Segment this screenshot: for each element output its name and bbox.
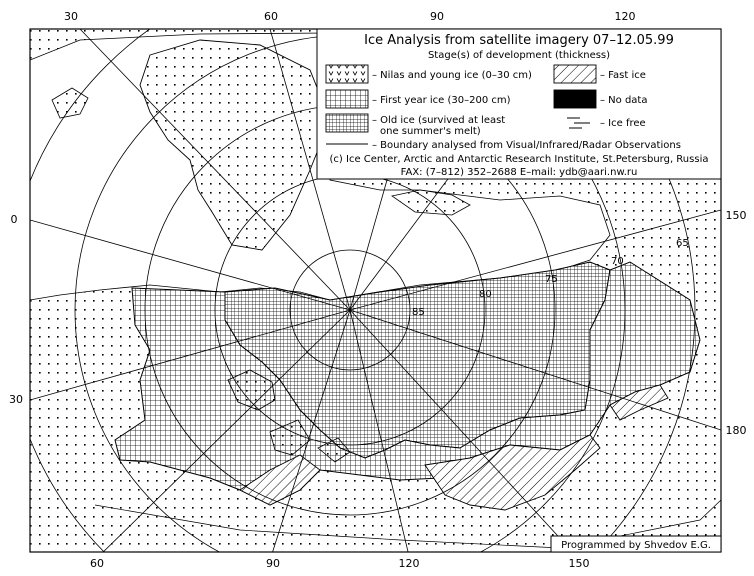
tick-right: 150 xyxy=(725,209,747,222)
tick-bottom: 60 xyxy=(90,557,104,570)
legend-ice-free: – Ice free xyxy=(600,118,646,129)
tick-top: 60 xyxy=(264,10,278,23)
ticks-right xyxy=(726,209,747,437)
legend-subtitle: Stage(s) of development (thickness) xyxy=(427,50,611,61)
legend-no-data: – No data xyxy=(600,95,648,106)
tick-bottom: 90 xyxy=(266,557,280,570)
latitude-label: 80 xyxy=(479,289,492,300)
fast-ice-swatch xyxy=(554,65,596,83)
legend-nilas: – Nilas and young ice (0–30 cm) xyxy=(372,70,532,81)
latitude-label: 85 xyxy=(412,307,425,318)
ticks-bottom xyxy=(90,557,590,570)
legend-boundary: – Boundary analysed from Visual/Infrared/Radar Observations xyxy=(372,140,681,151)
tick-bottom: 120 xyxy=(398,557,420,570)
legend-credit: (c) Ice Center, Arctic and Antarctic Research Institute, St.Petersburg, Russia xyxy=(329,154,709,165)
old-ice-swatch xyxy=(326,114,368,132)
legend-old-1: – Old ice (survived at least xyxy=(372,115,506,126)
legend-title: Ice Analysis from satellite imagery 07–12.05.99 xyxy=(364,33,674,48)
tick-bottom: 150 xyxy=(568,557,590,570)
no-data-swatch xyxy=(554,90,596,108)
tick-top: 30 xyxy=(64,10,78,23)
programmer-credit: Programmed by Shvedov E.G. xyxy=(561,540,711,551)
ticks-top xyxy=(64,10,636,23)
legend-first-year: – First year ice (30–200 cm) xyxy=(372,95,511,106)
nilas-swatch xyxy=(326,65,368,83)
legend-old-2: one summer's melt) xyxy=(380,126,481,137)
latitude-label: 75 xyxy=(545,274,558,285)
latitude-label: 70 xyxy=(611,256,624,267)
tick-right: 180 xyxy=(725,424,747,437)
first-year-swatch xyxy=(326,90,368,108)
tick-left: 0 xyxy=(10,213,18,226)
ticks-left xyxy=(9,213,23,406)
tick-top: 90 xyxy=(430,10,444,23)
tick-left: 30 xyxy=(9,393,23,406)
legend xyxy=(317,29,721,179)
legend-fax: FAX: (7–812) 352–2688 E–mail: ydb@aari.nw.ru xyxy=(400,167,638,178)
latitude-label: 65 xyxy=(676,238,689,249)
tick-top: 120 xyxy=(614,10,636,23)
legend-fast: – Fast ice xyxy=(600,70,646,81)
